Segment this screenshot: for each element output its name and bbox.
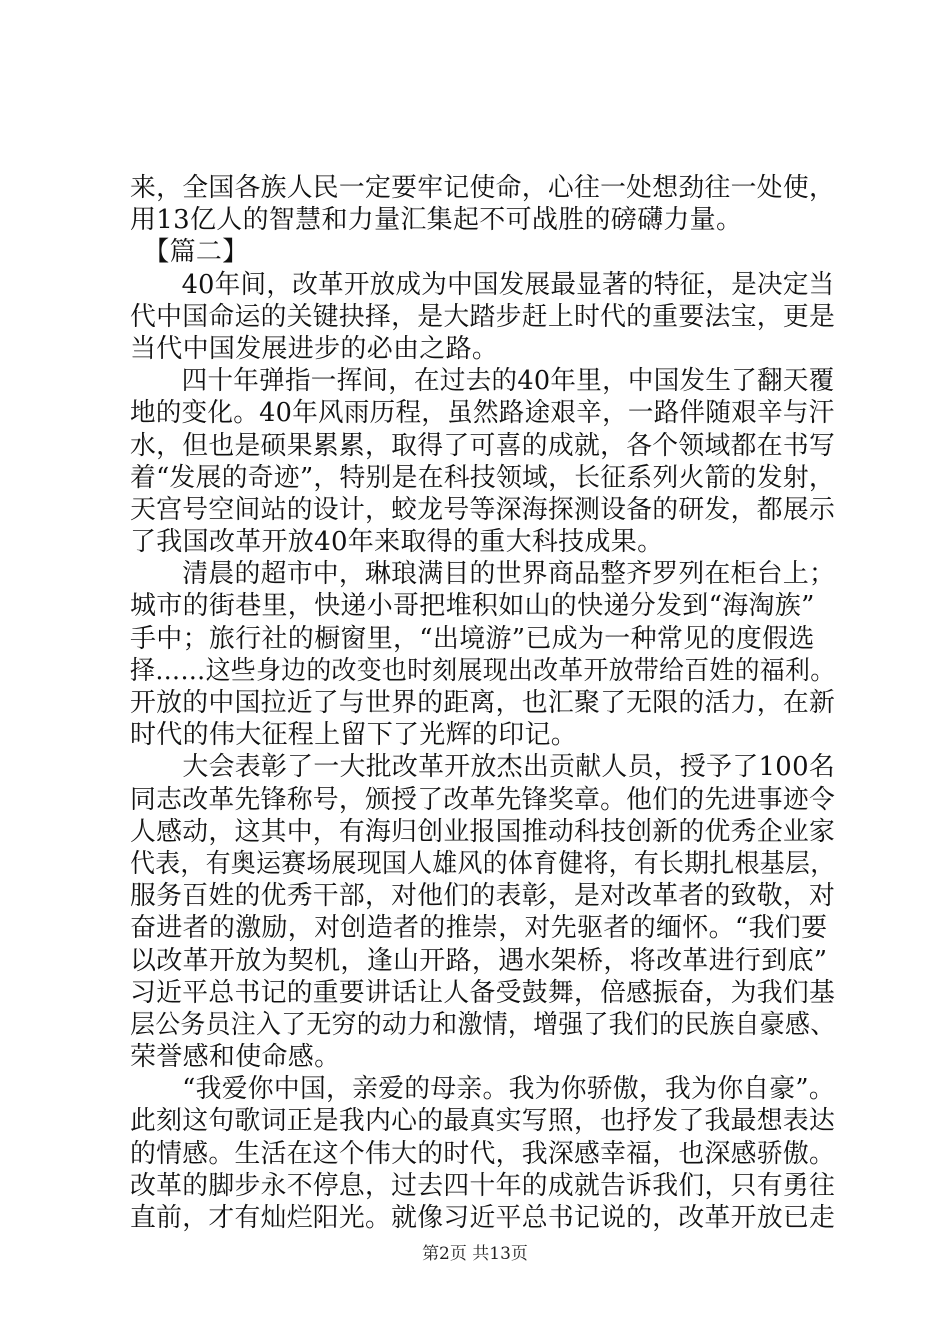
text-line: 择……这些身边的改变也时刻展现出改革开放带给百姓的福利。 (130, 655, 836, 686)
text-line: 的情感。生活在这个伟大的时代，我深感幸福，也深感骄傲。 (130, 1138, 836, 1169)
page-footer: 第2页 共13页 (422, 1244, 528, 1264)
text-line: 以改革开放为契机，逢山开路，遇水架桥，将改革进行到底” (130, 945, 828, 976)
text-line: 城市的街巷里，快递小哥把堆积如山的快递分发到“海淘族” (130, 591, 815, 622)
text-line: 习近平总书记的重要讲话让人备受鼓舞，倍感振奋，为我们基 (130, 977, 836, 1008)
text-line: 着“发展的奇迹”，特别是在科技领域，长征系列火箭的发射， (130, 462, 835, 493)
text-line: 改革的脚步永不停息，过去四十年的成就告诉我们，只有勇往 (130, 1170, 836, 1201)
text-line: 同志改革先锋称号，颁授了改革先锋奖章。他们的先进事迹令 (130, 784, 836, 815)
text-line: 时代的伟大征程上留下了光辉的印记。 (130, 720, 578, 751)
document-body (130, 172, 835, 1234)
text-line: 40年间，改革开放成为中国发展最显著的特征，是决定当 (130, 269, 835, 300)
text-line: 来，全国各族人民一定要牢记使命，心往一处想劲往一处使， (130, 173, 836, 203)
text-line: 荣誉感和使命感。 (130, 1042, 341, 1073)
text-line: 大会表彰了一大批改革开放杰出贡献人员，授予了100名 (130, 752, 836, 783)
text-line: 水，但也是硕果累累，取得了可喜的成就，各个领域都在书写 (130, 430, 836, 461)
text-line: 清晨的超市中，琳琅满目的世界商品整齐罗列在柜台上； (130, 559, 836, 590)
text-line: 当代中国发展进步的必由之路。 (130, 333, 499, 364)
text-line: 层公务员注入了无穷的动力和激情，增强了我们的民族自豪感、 (130, 1009, 836, 1040)
text-line: 手中；旅行社的橱窗里，“出境游”已成为一种常见的度假选 (130, 623, 815, 654)
text-line: 服务百姓的优秀干部，对他们的表彰，是对改革者的致敬，对 (130, 881, 836, 912)
text-line: 代中国命运的关键抉择，是大踏步赶上时代的重要法宝，更是 (130, 301, 836, 332)
text-line: 天宫号空间站的设计，蛟龙号等深海探测设备的研发，都展示 (130, 494, 836, 525)
text-line: 此刻这句歌词正是我内心的最真实写照，也抒发了我最想表达 (130, 1106, 836, 1137)
text-line: 用13亿人的智慧和力量汇集起不可战胜的磅礴力量。 (130, 205, 743, 236)
text-line: 奋进者的激励，对创造者的推崇，对先驱者的缅怀。“我们要 (130, 913, 828, 944)
text-line: 了我国改革开放40年来取得的重大科技成果。 (130, 527, 664, 558)
text-line: 直前，才有灿烂阳光。就像习近平总书记说的，改革开放已走 (130, 1203, 836, 1233)
text-line: 开放的中国拉近了与世界的距离，也汇聚了无限的活力，在新 (130, 688, 836, 718)
text-line: 代表，有奥运赛场展现国人雄风的体育健将，有长期扎根基层， (130, 848, 836, 879)
text-line: 四十年弹指一挥间，在过去的40年里，中国发生了翻天覆 (130, 366, 835, 397)
text-line: 人感动，这其中，有海归创业报国推动科技创新的优秀企业家 (130, 816, 836, 847)
text-line: “我爱你中国，亲爱的母亲。我为你骄傲，我为你自豪”。 (130, 1074, 835, 1105)
text-line: 地的变化。40年风雨历程，虽然路途艰辛，一路伴随艰辛与汗 (130, 398, 835, 429)
text-line: 【篇二】 (130, 237, 249, 268)
